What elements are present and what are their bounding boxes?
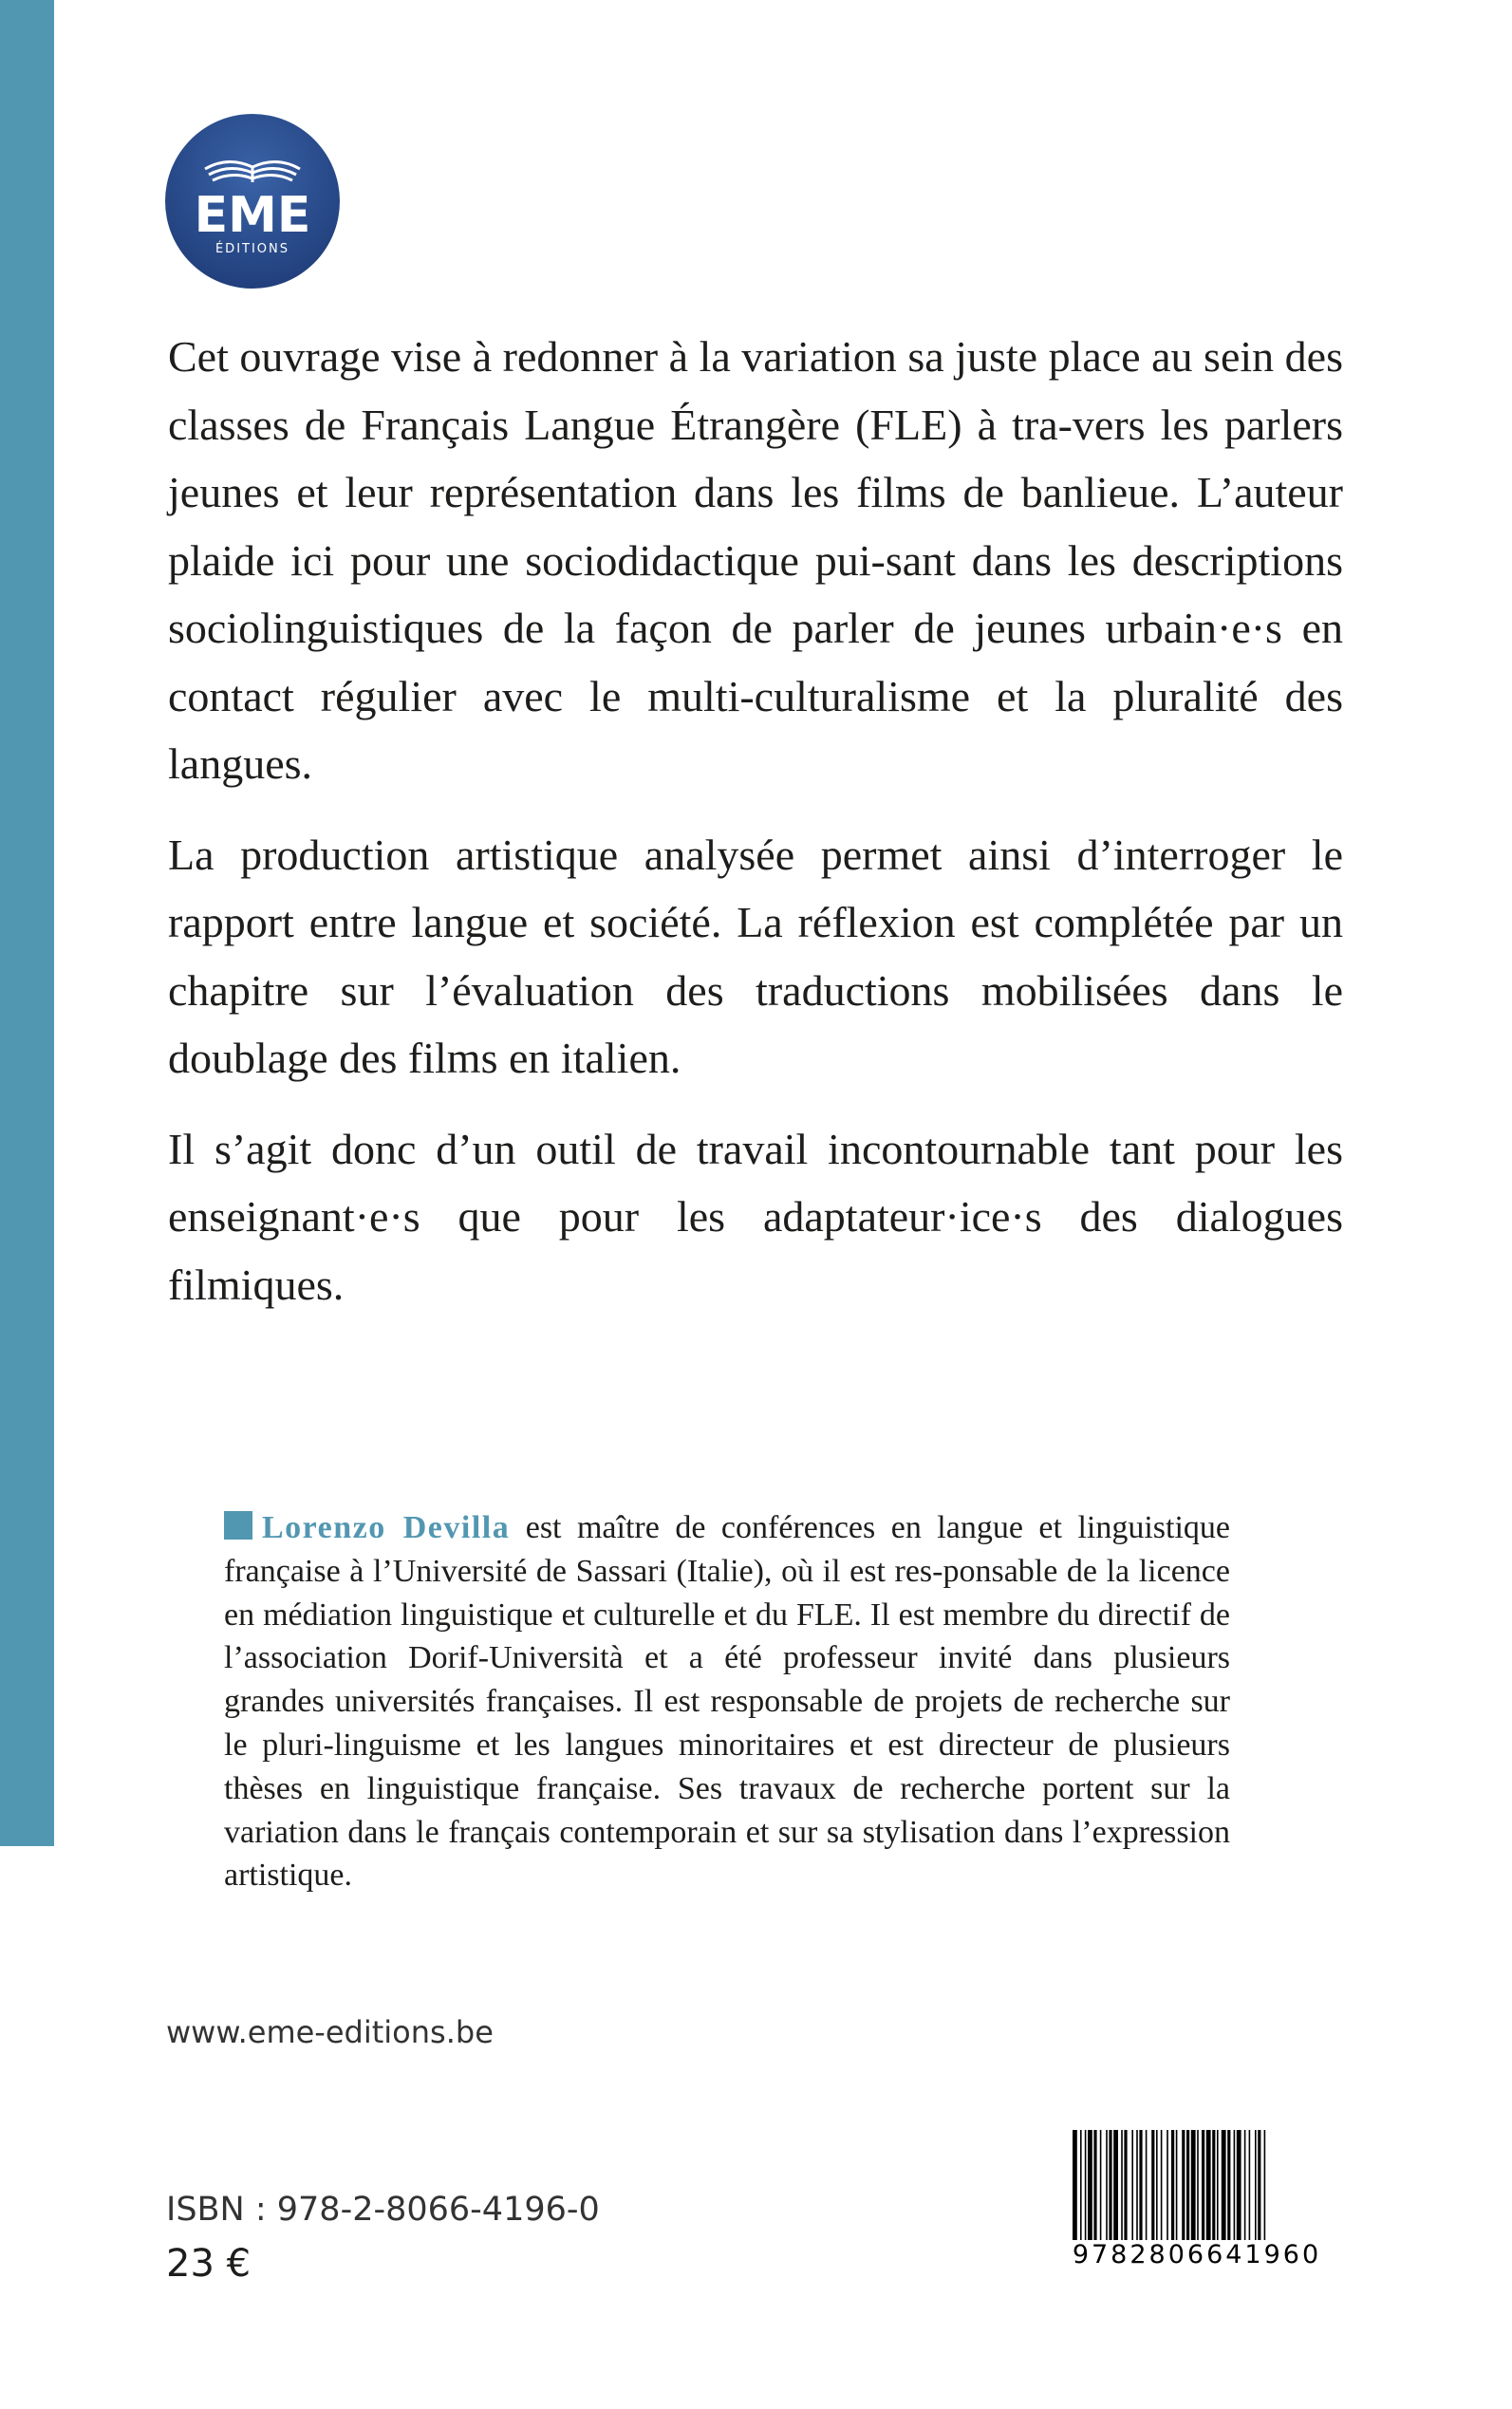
- barcode-bar: [1156, 2130, 1158, 2240]
- barcode-bar: [1206, 2130, 1211, 2240]
- barcode-bar: [1124, 2130, 1127, 2240]
- barcode-bar: [1167, 2130, 1168, 2240]
- barcode-bar: [1151, 2130, 1154, 2240]
- summary-paragraph-1: Cet ouvrage vise à redonner à la variation sa juste place au sein des classes de Français Langue Étrangère (FLE) à tra-vers les parlers jeunes et leur représentation dans les films de banlieue. L’auteur plaide ici pour une sociodidactique pui-sant dans les descriptions sociolinguistiques de la façon de parler de jeunes urbain·e·s en contact régulier avec le multi-culturalisme et la pluralité des langues.: [168, 332, 1343, 788]
- barcode-bar: [1139, 2130, 1142, 2240]
- barcode-bar: [1234, 2130, 1236, 2240]
- barcode-bar: [1191, 2130, 1196, 2240]
- barcode-bar: [1244, 2130, 1246, 2240]
- barcode: [1063, 2126, 1331, 2283]
- barcode-bar: [1227, 2130, 1230, 2240]
- barcode-bar: [1085, 2130, 1087, 2240]
- barcode-bar: [1080, 2130, 1082, 2240]
- author-bio: [224, 1506, 1230, 1897]
- barcode-bar: [1264, 2130, 1266, 2240]
- barcode-bar: [1186, 2130, 1189, 2240]
- barcode-bar: [1197, 2130, 1199, 2240]
- barcode-bar: [1237, 2130, 1241, 2240]
- summary-paragraph-2: La production artistique analysée permet ainsi d’interroger le rapport entre langue et société. La réflexion est complétée par un chapitre sur l’évaluation des traductions mobilisées dans le doublage des films en italien.: [168, 830, 1343, 1082]
- square-bullet-icon: [224, 1511, 252, 1540]
- author-bio-text: est maître de conférences en langue et linguistique française à l’Université de Sassari (Italie), où il est res-ponsable de la licence en médiation linguistique et culturelle et du FLE. Il est membre du directif de l’association Dorif-Università et a été professeur invité dans plusieurs grandes universités françaises. Il est responsable de projets de recherche sur le pluri-linguisme et les langues minoritaires et est directeur de plusieurs thèses en linguistique française. Ses travaux de recherche portent sur la variation dans le français contemporain et sur sa stylisation dans l’expression artistique.: [224, 1510, 1231, 1894]
- price: 23 €: [166, 2242, 252, 2286]
- logo-name: EME: [194, 187, 311, 244]
- barcode-bar: [1202, 2130, 1204, 2240]
- barcode-bar: [1136, 2130, 1138, 2240]
- barcode-bar: [1217, 2130, 1219, 2240]
- barcode-bar: [1182, 2130, 1185, 2240]
- barcode-bar: [1176, 2130, 1178, 2240]
- author-name: Lorenzo Devilla: [262, 1510, 511, 1545]
- barcode-bar: [1113, 2130, 1118, 2240]
- logo-subtitle: ÉDITIONS: [215, 242, 290, 256]
- barcode-bar: [1258, 2130, 1260, 2240]
- barcode-bar: [1222, 2130, 1226, 2240]
- isbn: ISBN : 978-2-8066-4196-0: [166, 2191, 600, 2229]
- barcode-bar: [1161, 2130, 1163, 2240]
- side-accent-bar: [0, 0, 54, 1846]
- summary-text: [168, 323, 1343, 1318]
- barcode-bar: [1106, 2130, 1108, 2240]
- barcode-number: 9782806641960: [1072, 2240, 1322, 2269]
- barcode-bar: [1146, 2130, 1148, 2240]
- barcode-bar: [1255, 2130, 1257, 2240]
- barcode-bars: [1071, 2130, 1323, 2240]
- eme-logo: [165, 114, 340, 289]
- website-link[interactable]: www.eme-editions.be: [166, 2014, 494, 2050]
- summary-paragraph-3: Il s’agit donc d’un outil de travail incontournable tant pour les enseignant·e·s que pour les adaptateur·ice·s des dialogues filmiques.: [168, 1124, 1343, 1309]
- barcode-bar: [1073, 2130, 1077, 2240]
- barcode-bar: [1100, 2130, 1102, 2240]
- barcode-bar: [1088, 2130, 1092, 2240]
- barcode-bar: [1121, 2130, 1123, 2240]
- barcode-bar: [1249, 2130, 1251, 2240]
- barcode-bar: [1093, 2130, 1096, 2240]
- barcode-bar: [1171, 2130, 1174, 2240]
- barcode-bar: [1131, 2130, 1133, 2240]
- barcode-bar: [1109, 2130, 1111, 2240]
- barcode-bar: [1212, 2130, 1215, 2240]
